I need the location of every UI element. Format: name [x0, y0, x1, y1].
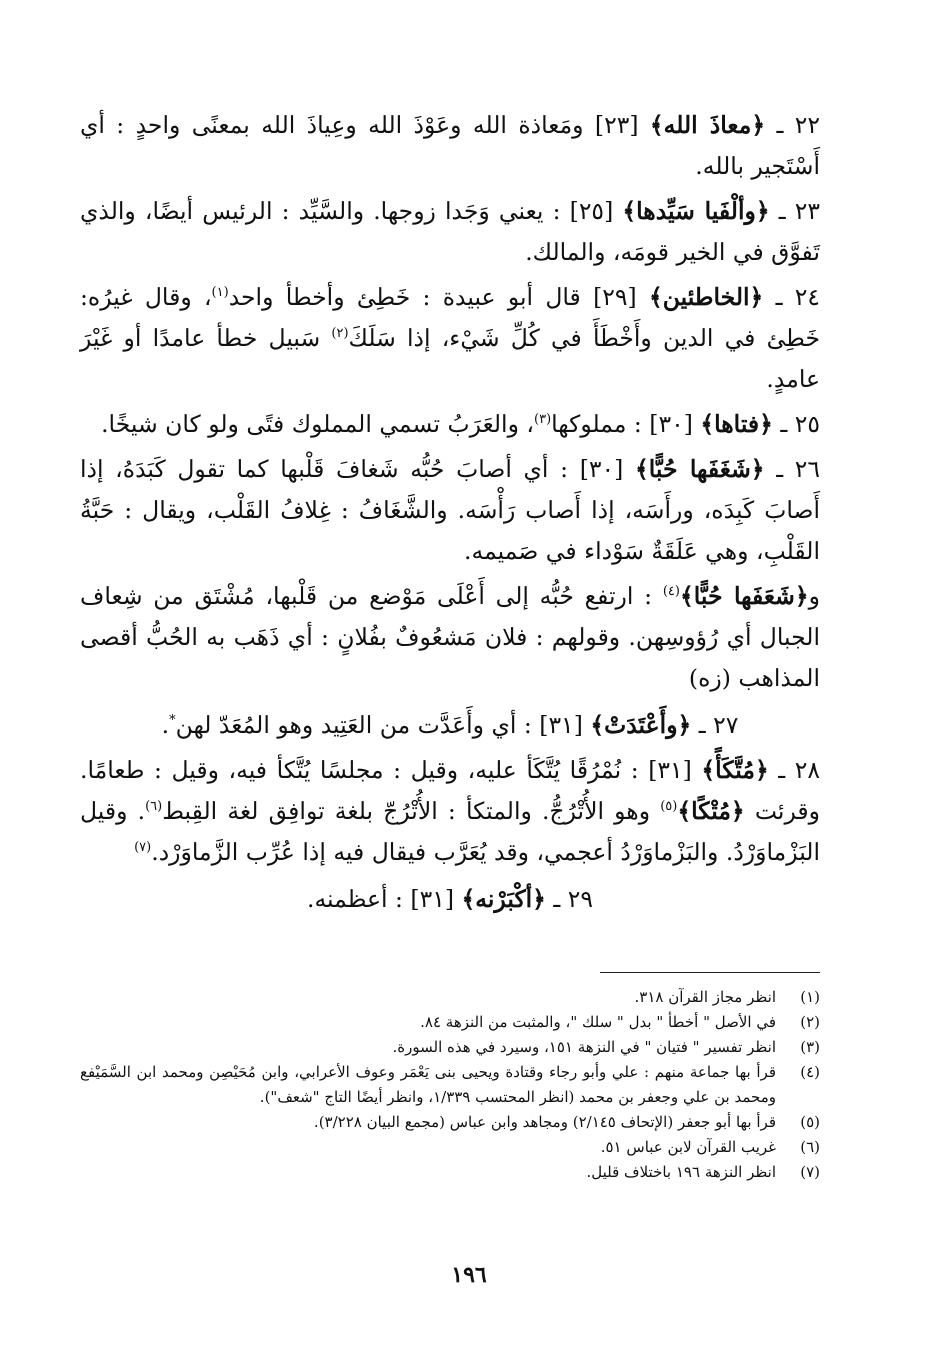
- quran-phrase: ﴿مُتْكًا﴾: [677, 797, 745, 825]
- footnote-ref[interactable]: (٣): [534, 412, 552, 428]
- footnote-5: (٥) قرأ بها أبو جعفر (الإتحاف ٢/١٤٥) ومجاهد وابن عباس (مجمع البيان ٣/٢٢٨).: [313, 1113, 820, 1131]
- footnote-ref[interactable]: (٤): [662, 584, 680, 600]
- main-text: [80, 105, 820, 924]
- quran-phrase: ﴿الخاطئين﴾: [648, 283, 764, 311]
- footnote-4: (٤) قرأ بها جماعة منهم : علي وأبو رجاء وقتادة ويحيى بنى يَعْمَر وعوف الأعرابي، وابن مُحَيْصِن ومحمد ابن السَّمَيْفع ومحمد بن علي وجعفر بن محمد (انظر المحتسب ١/٣٣٩، وانظر أيضًا التاج "شعف").: [80, 1063, 820, 1106]
- entry-26: ٢٦ ـ ﴿شَغَفَها حُبًّا﴾ [٣٠] : أي أصابَ حُبُّه شَغافَ قَلْبها كما تقول كَبَدَهُ، إذا أَصابَ كَبِدَه، ورأَسَه، إذا أَصاب رَأْسَه. والشَّغَافُ : غِلافُ القَلْب، ويقال : حَبَّةُ القَلْبِ، وهي عَلَقَةٌ سَوْداء في صَميمه.: [80, 455, 821, 565]
- quran-phrase: ﴿مُتَّكَأً﴾: [701, 756, 769, 784]
- quran-phrase: ﴿شَعَفَها حُبًّا﴾: [679, 582, 809, 610]
- footnote-divider: [600, 972, 820, 973]
- entry-25: ٢٥ ـ ﴿فتاها﴾ [٣٠] : مملوكها$^{(٣)}$، والعَرَبُ تسمي المملوك فتًى ولو كان شيخًا.: [101, 410, 820, 438]
- entry-24: ٢٤ ـ ﴿الخاطئين﴾ [٢٩] قال أبو عبيدة : خَطِئ وأخطأ واحد$^{(١)}$، وقال غيرُه: خَطِئ في الدين وأَخْطَأَ في كُلِّ شَيْء، إذا سَلَكَ$^{(٢)}$ سَبيل خطأ عامدًا أو غَيْرَ عامدٍ.: [80, 283, 820, 393]
- quran-phrase: ﴿أكْبَرْنه﴾: [461, 885, 546, 913]
- footnote-6: (٦) غريب القرآن لابن عباس ٥١.: [600, 1138, 820, 1156]
- entry-28: ٢٨ ـ ﴿مُتَّكَأً﴾ [٣١] : نُمْرُقًا يُتَّكَأ عليه، وقيل : مجلسًا يُتَّكأ فيه، وقيل : طعامًا. وقرئت ﴿مُتْكًا﴾$^{(٥)}$ وهو الأُتْرُجُّ. والمتكأ : الأُتْرُجّ بلغة توافِق لغة القِبط$^{(٦)}$. وقيل البَزْماوَرْدُ. والبَزْماوَرْدُ أعجمي، وقد يُعَرَّب فيقال فيه إذا عُرِّب الزَّماوَرْد.$^{(٧)}$: [80, 756, 821, 866]
- footnotes: [80, 985, 820, 1185]
- entry-26-variant: و﴿شَعَفَها حُبًّا﴾$^{(٤)}$ : ارتفع حُبُّه إلى أَعْلَى مَوْضع من قَلْبها، مُشْتَق من شِعاف الجبال أي رُؤوسِهن. وقولهم : فلان مَشعُوفٌ بفُلانٍ : أي ذَهَب به الحُبُّ أقصى المذاهب (زه): [80, 582, 820, 692]
- footnote-1: (١) انظر مجاز القرآن ٣١٨.: [634, 988, 820, 1006]
- footnote-ref[interactable]: (٦): [145, 799, 163, 815]
- footnote-3: (٣) انظر تفسير " فتيان " في النزهة ١٥١، وسيرد في هذه السورة.: [392, 1038, 820, 1056]
- footnote-ref[interactable]: (١): [211, 285, 229, 301]
- page-number: ١٩٦: [451, 1262, 487, 1288]
- quran-phrase: ﴿فتاها﴾: [700, 410, 773, 438]
- quran-phrase: ﴿شَغَفَها حُبًّا﴾: [634, 455, 765, 483]
- entry-27: ٢٧ ـ ﴿وأَعْتَدَتْ﴾ [٣١] : أي وأَعَدَّت من العَتِيد وهو المُعَدّ لهن*.: [161, 711, 739, 739]
- asterisk-mark: *: [169, 713, 176, 729]
- footnote-7: (٧) انظر النزهة ١٩٦ باختلاف قليل.: [586, 1163, 820, 1181]
- quran-phrase: ﴿وأَعْتَدَتْ﴾: [590, 711, 692, 739]
- footnote-ref[interactable]: (٧): [134, 840, 152, 856]
- quran-phrase: ﴿وألْفَيا سَيِّدها﴾: [622, 197, 770, 225]
- entry-22: ٢٢ ـ ﴿معاذَ الله﴾ [٢٣] ومَعاذة الله وعَوْذَ الله وعِياذَ الله بمعنًى واحدٍ : أي أَسْتَجير بالله.: [80, 111, 821, 180]
- footnote-ref[interactable]: (٥): [660, 799, 678, 815]
- quran-phrase: ﴿معاذَ الله﴾: [649, 111, 766, 139]
- entry-23: ٢٣ ـ ﴿وألْفَيا سَيِّدها﴾ [٢٥] : يعني وَجَدا زوجها. والسَّيِّد : الرئيس أيضًا، والذي تَفوَّق في الخير قومَه، والمالك.: [80, 197, 821, 266]
- footnote-2: (٢) في الأصل " أخطأ " بدل " سلك "، والمثبت من النزهة ٨٤.: [420, 1013, 820, 1031]
- entry-29: ٢٩ ـ ﴿أكْبَرْنه﴾ [٣١] : أعظمنه.: [306, 885, 594, 913]
- footnote-ref[interactable]: (٢): [331, 326, 349, 342]
